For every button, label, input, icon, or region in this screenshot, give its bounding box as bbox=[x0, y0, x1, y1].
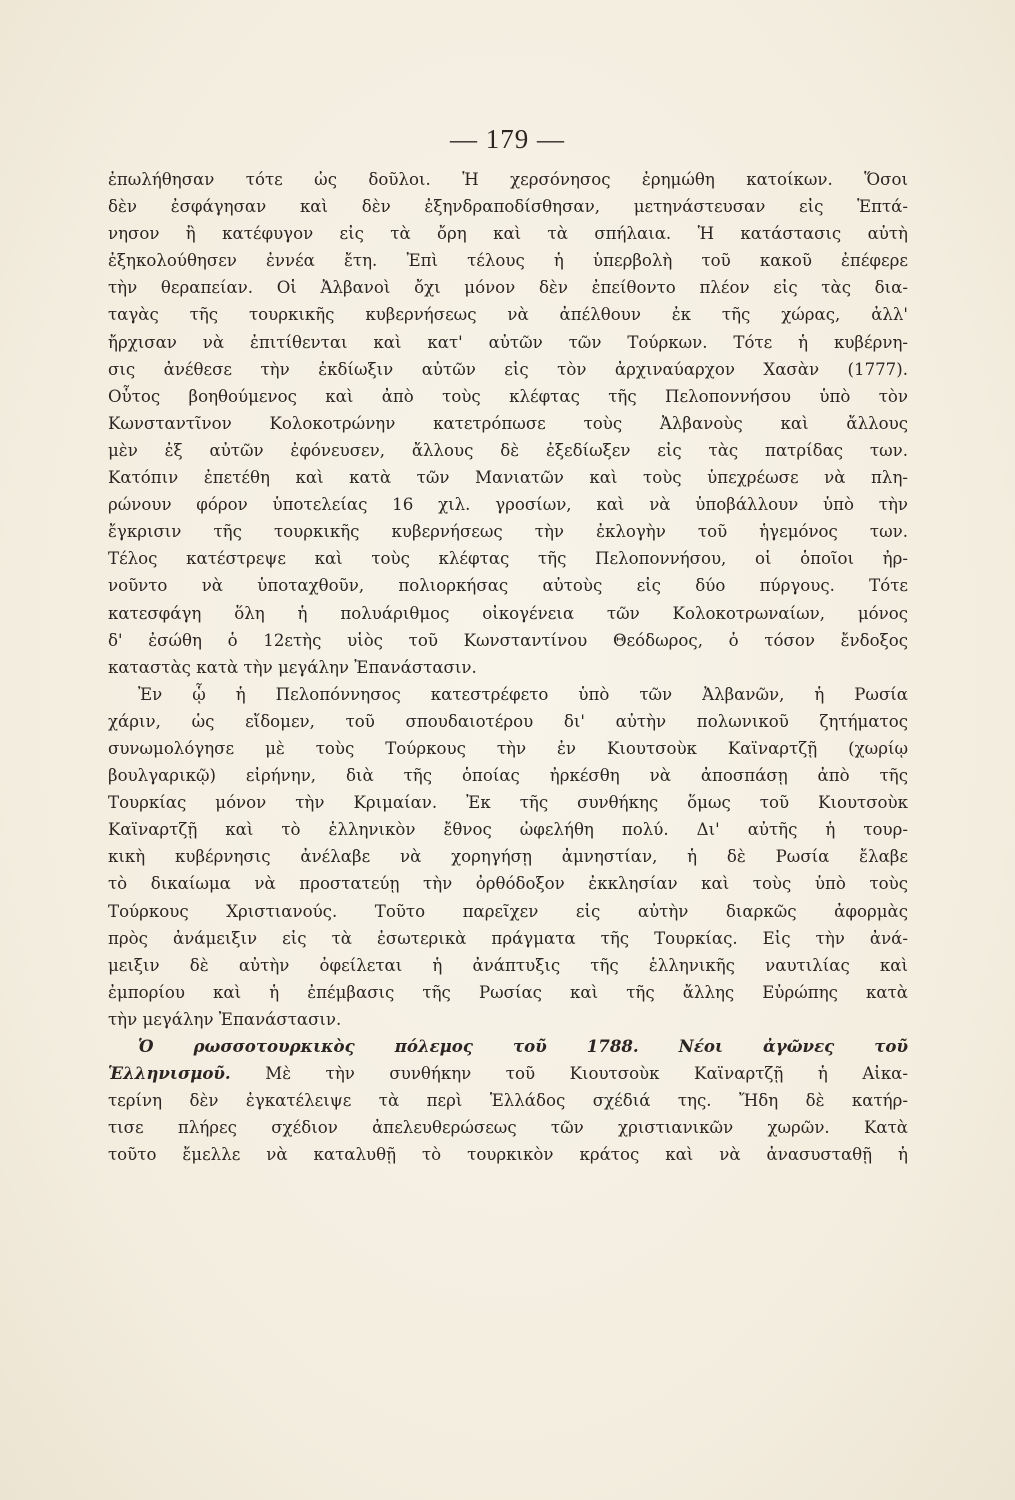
text-line: συνωμολόγησε μὲ τοὺς Τούρκους τὴν ἐν Κιουτσοὺκ Καϊναρτζῇ (χωρίῳ bbox=[108, 738, 908, 758]
text-line: δ' ἐσώθη ὁ 12ετὴς υἱὸς τοῦ Κωνσταντίνου Θεόδωρος, ὁ τόσον ἔνδοξος bbox=[108, 630, 908, 650]
section-heading-continued: Ἑλληνισμοῦ. bbox=[108, 1063, 231, 1084]
text-line bbox=[108, 1060, 908, 1087]
text-line: ἐξηκολούθησεν ἐννέα ἔτη. Ἐπὶ τέλους ἡ ὑπερβολὴ τοῦ κακοῦ ἐπέφερε bbox=[108, 251, 908, 271]
text-line: τοῦτο ἔμελλε νὰ καταλυθῇ τὸ τουρκικὸν κράτος καὶ νὰ ἀνασυσταθῇ ἡ bbox=[108, 1145, 908, 1165]
text-line: τὴν μεγάλην Ἐπανάστασιν. bbox=[108, 1009, 342, 1029]
paragraph-2 bbox=[108, 681, 908, 1033]
text-line: Τουρκίας μόνον τὴν Κριμαίαν. Ἐκ τῆς συνθήκης ὅμως τοῦ Κιουτσοὺκ bbox=[108, 793, 908, 813]
text-line: βουλγαρικῷ) εἰρήνην, διὰ τῆς ὁποίας ἠρκέσθη νὰ ἀποσπάσῃ ἀπὸ τῆς bbox=[108, 766, 908, 786]
text-line: μειξιν δὲ αὐτὴν ὀφείλεται ἡ ἀνάπτυξις τῆς ἑλληνικῆς ναυτιλίας καὶ bbox=[108, 955, 908, 975]
text-line: κατεσφάγη ὅλη ἡ πολυάριθμος οἰκογένεια τῶν Κολοκοτρωναίων, μόνος bbox=[108, 603, 908, 623]
paragraph-1 bbox=[108, 166, 908, 681]
page-body bbox=[108, 166, 908, 1168]
text-line: δὲν ἐσφάγησαν καὶ δὲν ἐξηνδραποδίσθησαν, μετηνάστευσαν εἰς Ἑπτά- bbox=[108, 197, 908, 217]
text-line: τισε πλήρες σχέδιον ἀπελευθερώσεως τῶν χριστιανικῶν χωρῶν. Κατὰ bbox=[108, 1118, 908, 1138]
text-line: τὴν θεραπείαν. Οἱ Ἀλβανοὶ ὄχι μόνον δὲν ἐπείθοντο πλέον εἰς τὰς δια- bbox=[108, 278, 908, 298]
text-line: χάριν, ὡς εἴδομεν, τοῦ σπουδαιοτέρου δι' αὐτὴν πολωνικοῦ ζητήματος bbox=[108, 711, 908, 731]
text-line: Κατόπιν ἐπετέθη καὶ κατὰ τῶν Μανιατῶν καὶ τοὺς ὑπεχρέωσε νὰ πλη- bbox=[108, 468, 908, 488]
text-line: πρὸς ἀνάμειξιν εἰς τὰ ἐσωτερικὰ πράγματα τῆς Τουρκίας. Εἰς τὴν ἀνά- bbox=[108, 928, 908, 948]
text-line: σις ἀνέθεσε τὴν ἐκδίωξιν αὐτῶν εἰς τὸν ἀρχιναύαρχον Χασὰν (1777). bbox=[108, 359, 908, 379]
section-heading: Ὁ ρωσσοτουρκικὸς πόλεμος τοῦ 1788. Νέοι ἀγῶνες τοῦ bbox=[138, 1036, 908, 1056]
text-line: καταστὰς κατὰ τὴν μεγάλην Ἐπανάστασιν. bbox=[108, 657, 477, 677]
text-line: Κωνσταντῖνον Κολοκοτρώνην κατετρόπωσε τοὺς Ἀλβανοὺς καὶ ἄλλους bbox=[108, 413, 908, 433]
section-heading-line bbox=[108, 1033, 908, 1060]
page-number: — 179 — bbox=[450, 124, 565, 154]
text-line: ἔγκρισιν τῆς τουρκικῆς κυβερνήσεως τὴν ἐκλογὴν τοῦ ἡγεμόνος των. bbox=[108, 522, 908, 542]
text-line: ἐπωλήθησαν τότε ὡς δοῦλοι. Ἡ χερσόνησος ἐρημώθη κατοίκων. Ὅσοι bbox=[108, 170, 908, 189]
text-line: ρώνουν φόρον ὑποτελείας 16 χιλ. γροσίων, καὶ νὰ ὑποβάλλουν ὑπὸ τὴν bbox=[108, 495, 908, 515]
section-paragraph bbox=[108, 1033, 908, 1168]
text-line: νησον ἢ κατέφυγον εἰς τὰ ὄρη καὶ τὰ σπήλαια. Ἡ κατάστασις αὐτὴ bbox=[108, 224, 908, 244]
text-line: τὸ δικαίωμα νὰ προστατεύῃ τὴν ὀρθόδοξον ἐκκλησίαν καὶ τοὺς ὑπὸ τοὺς bbox=[108, 874, 908, 894]
text-line: ταγὰς τῆς τουρκικῆς κυβερνήσεως νὰ ἀπέλθουν ἐκ τῆς χώρας, ἀλλ' bbox=[108, 305, 908, 325]
text-line: κικὴ κυβέρνησις ἀνέλαβε νὰ χορηγήσῃ ἀμνηστίαν, ἡ δὲ Ρωσία ἔλαβε bbox=[108, 847, 908, 867]
text-line: μὲν ἐξ αὐτῶν ἐφόνευσεν, ἄλλους δὲ ἐξεδίωξεν εἰς τὰς πατρίδας των. bbox=[108, 440, 908, 460]
text-line: Καϊναρτζῇ καὶ τὸ ἑλληνικὸν ἔθνος ὠφελήθη πολύ. Δι' αὐτῆς ἡ τουρ- bbox=[108, 820, 908, 840]
text-line: τερίνη δὲν ἐγκατέλειψε τὰ περὶ Ἑλλάδος σχέδιά της. Ἤδη δὲ κατήρ- bbox=[108, 1091, 908, 1111]
text-line: Τέλος κατέστρεψε καὶ τοὺς κλέφτας τῆς Πελοποννήσου, οἱ ὁποῖοι ἠρ- bbox=[108, 549, 908, 569]
text-line: ἤρχισαν νὰ ἐπιτίθενται καὶ κατ' αὐτῶν τῶν Τούρκων. Τότε ἡ κυβέρνη- bbox=[108, 332, 908, 352]
text-line: Τούρκους Χριστιανούς. Τοῦτο παρεῖχεν εἰς αὐτὴν διαρκῶς ἀφορμὰς bbox=[108, 901, 908, 921]
text-line: Οὗτος βοηθούμενος καὶ ἀπὸ τοὺς κλέφτας τῆς Πελοποννήσου ὑπὸ τὸν bbox=[108, 386, 908, 406]
text-line: Ἐν ᾧ ἡ Πελοπόννησος κατεστρέφετο ὑπὸ τῶν Ἀλβανῶν, ἡ Ρωσία bbox=[138, 684, 908, 704]
text-run: Μὲ τὴν συνθήκην τοῦ Κιουτσοὺκ Καϊναρτζῇ ἡ Αἰκα- bbox=[265, 1064, 908, 1084]
text-line: νοῦντο νὰ ὑποταχθοῦν, πολιορκήσας αὐτοὺς εἰς δύο πύργους. Τότε bbox=[108, 576, 908, 596]
text-line: ἐμπορίου καὶ ἡ ἐπέμβασις τῆς Ρωσίας καὶ τῆς ἄλλης Εὐρώπης κατὰ bbox=[108, 982, 908, 1002]
